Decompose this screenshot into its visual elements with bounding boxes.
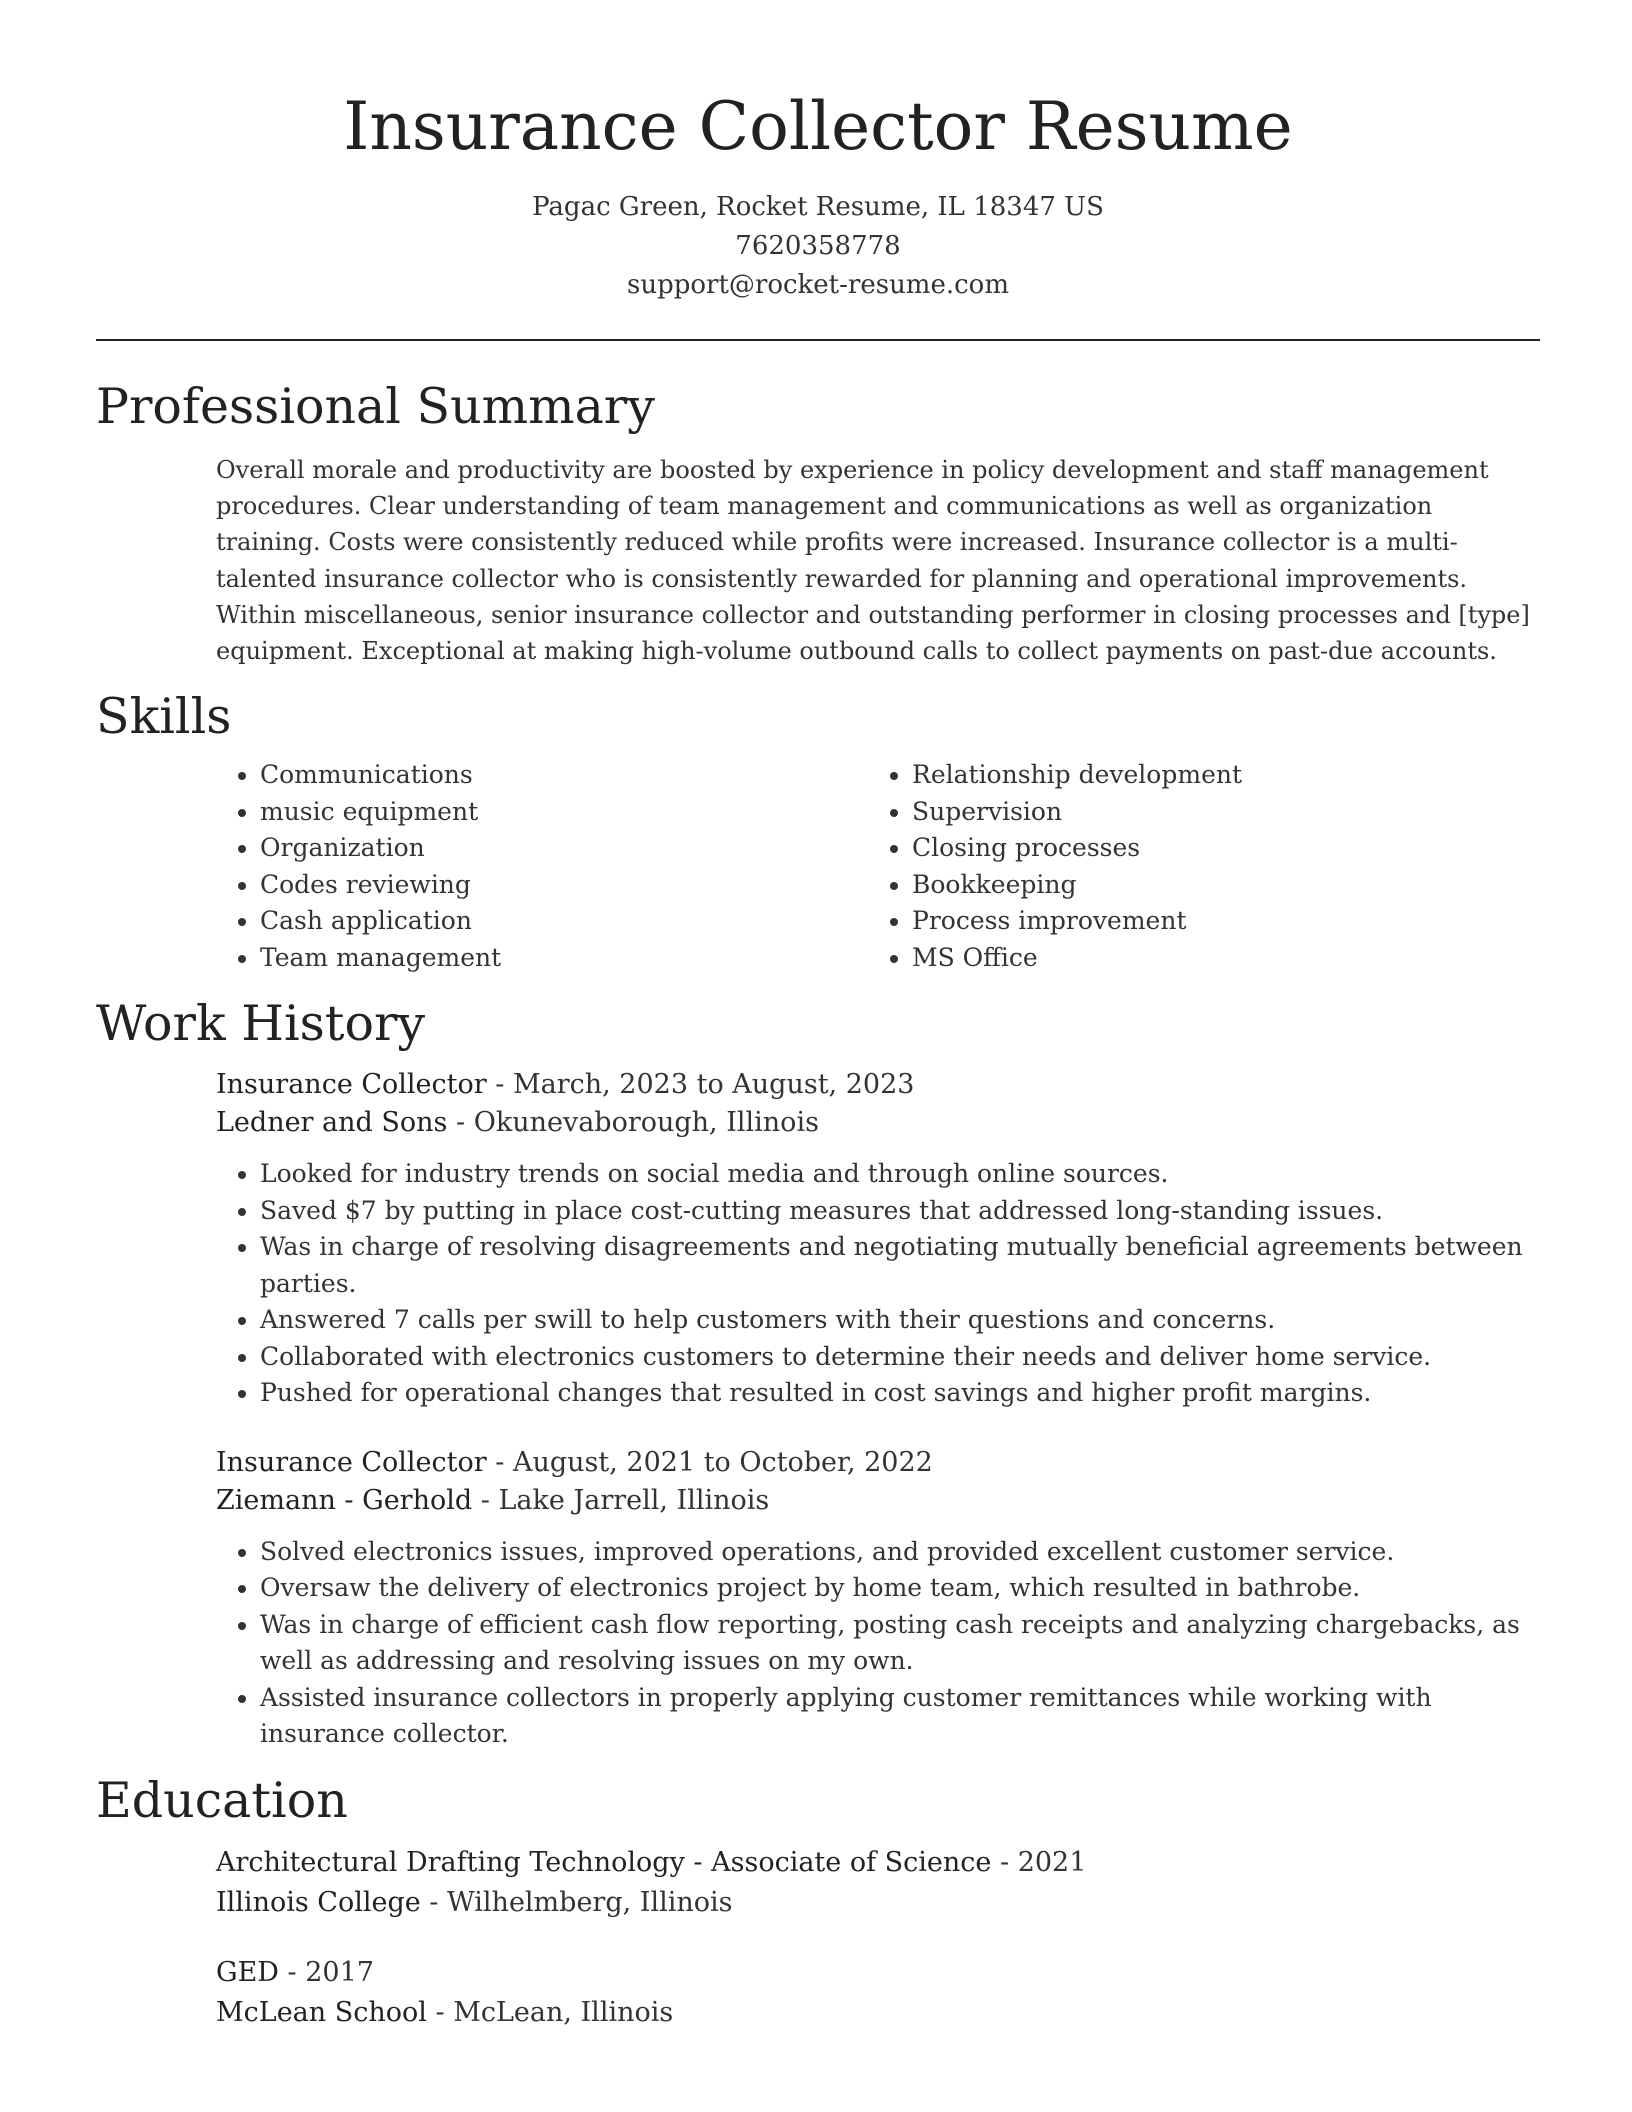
job-bullets: [216, 1156, 1540, 1412]
contact-block: [96, 188, 1540, 305]
skills-list: [216, 757, 1540, 976]
skill-item: • Process improvement: [912, 903, 1520, 940]
job-entry: [216, 1444, 1540, 1753]
skills-heading: Skills: [96, 688, 232, 746]
contact-phone: 7620358778: [735, 231, 901, 261]
education-degree-line: [216, 1953, 1540, 1993]
job-company: Ziemann - Gerhold: [216, 1484, 473, 1516]
education-degree-line: [216, 1843, 1540, 1883]
education-year: - 2017: [278, 1956, 374, 1988]
education-location: - McLean, Illinois: [426, 1996, 674, 2028]
job-bullet: • Was in charge of resolving disagreements and negotiating mutually beneficial agreements between parties.: [260, 1229, 1540, 1302]
education-entry: [216, 1843, 1540, 1923]
contact-email: support@rocket-resume.com: [626, 270, 1009, 300]
skill-item: • Relationship development: [912, 757, 1520, 794]
skills-column-left: [216, 757, 868, 976]
skill-item: • music equipment: [260, 794, 868, 831]
skill-item: • Organization: [260, 830, 868, 867]
skill-item: • Cash application: [260, 903, 868, 940]
job-dates: - August, 2021 to October, 2022: [486, 1446, 933, 1478]
job-company: Ledner and Sons: [216, 1107, 448, 1139]
skill-item: • MS Office: [912, 940, 1520, 977]
skill-item: • Team management: [260, 940, 868, 977]
education-school-line: [216, 1883, 1540, 1923]
education-location: - Wilhelmberg, Illinois: [420, 1886, 733, 1918]
summary-text: Overall morale and productivity are boosted by experience in policy development and staff management procedures. Clear understanding of team management and communications as well as organization training. Costs were consistently reduced while profits were increased. Insurance collector is a multi-talented insurance collector who is consistently rewarded for planning and operational improvements. Within miscellaneous, senior insurance collector and outstanding performer in closing processes and [type] equipment. Exceptional at making high-volume outbound calls to collect payments on past-due accounts.: [216, 456, 1530, 666]
summary-heading: Professional Summary: [96, 378, 655, 435]
job-role: Insurance Collector: [216, 1446, 487, 1478]
skill-item: • Bookkeeping: [912, 867, 1520, 904]
education-degree: Architectural Drafting Technology - Associate of Science: [216, 1846, 992, 1878]
education-school-line: [216, 1993, 1540, 2033]
job-bullet: • Answered 7 calls per swill to help customers with their questions and concerns.: [260, 1302, 1540, 1339]
education-entry: [216, 1953, 1540, 2033]
contact-address: Pagac Green, Rocket Resume, IL 18347 US: [532, 192, 1104, 222]
job-bullet: • Oversaw the delivery of electronics project by home team, which resulted in bathrobe.: [260, 1570, 1540, 1607]
job-bullet: • Pushed for operational changes that resulted in cost savings and higher profit margins.: [260, 1375, 1540, 1412]
education-school: Illinois College: [216, 1886, 421, 1918]
job-bullet: • Solved electronics issues, improved operations, and provided excellent customer service.: [260, 1534, 1540, 1571]
education-year: - 2021: [991, 1846, 1087, 1878]
job-location: - Lake Jarrell, Illinois: [472, 1484, 770, 1516]
job-company-line: [216, 1104, 1540, 1142]
job-dates: - March, 2023 to August, 2023: [486, 1069, 915, 1101]
job-company-line: [216, 1482, 1540, 1520]
resume-page: [96, 0, 1540, 2033]
skill-item: • Codes reviewing: [260, 867, 868, 904]
job-location: - Okunevaborough, Illinois: [447, 1107, 819, 1139]
job-title-line: [216, 1444, 1540, 1482]
job-bullets: [216, 1534, 1540, 1753]
job-bullet: • Saved $7 by putting in place cost-cutting measures that addressed long-standing issues.: [260, 1193, 1540, 1230]
resume-header: [96, 0, 1540, 305]
header-divider: [96, 339, 1540, 341]
job-bullet: • Looked for industry trends on social media and through online sources.: [260, 1156, 1540, 1193]
education-degree: GED: [216, 1956, 279, 1988]
education-school: McLean School: [216, 1996, 427, 2028]
work-history-heading: Work History: [96, 995, 426, 1053]
education-heading: Education: [96, 1771, 348, 1829]
skill-item: • Closing processes: [912, 830, 1520, 867]
job-entry: [216, 1066, 1540, 1412]
job-role: Insurance Collector: [216, 1069, 487, 1101]
job-bullet: • Collaborated with electronics customers to determine their needs and deliver home service.: [260, 1339, 1540, 1376]
skill-item: • Supervision: [912, 794, 1520, 831]
summary-section: [216, 452, 1540, 669]
job-title-line: [216, 1066, 1540, 1104]
job-bullet: • Assisted insurance collectors in properly applying customer remittances while working with insurance collector.: [260, 1680, 1540, 1753]
skill-item: • Communications: [260, 757, 868, 794]
job-bullet: • Was in charge of efficient cash flow reporting, posting cash receipts and analyzing chargebacks, as well as addressing and resolving issues on my own.: [260, 1607, 1540, 1680]
resume-title: Insurance Collector Resume: [343, 88, 1293, 165]
skills-column-right: [868, 757, 1520, 976]
